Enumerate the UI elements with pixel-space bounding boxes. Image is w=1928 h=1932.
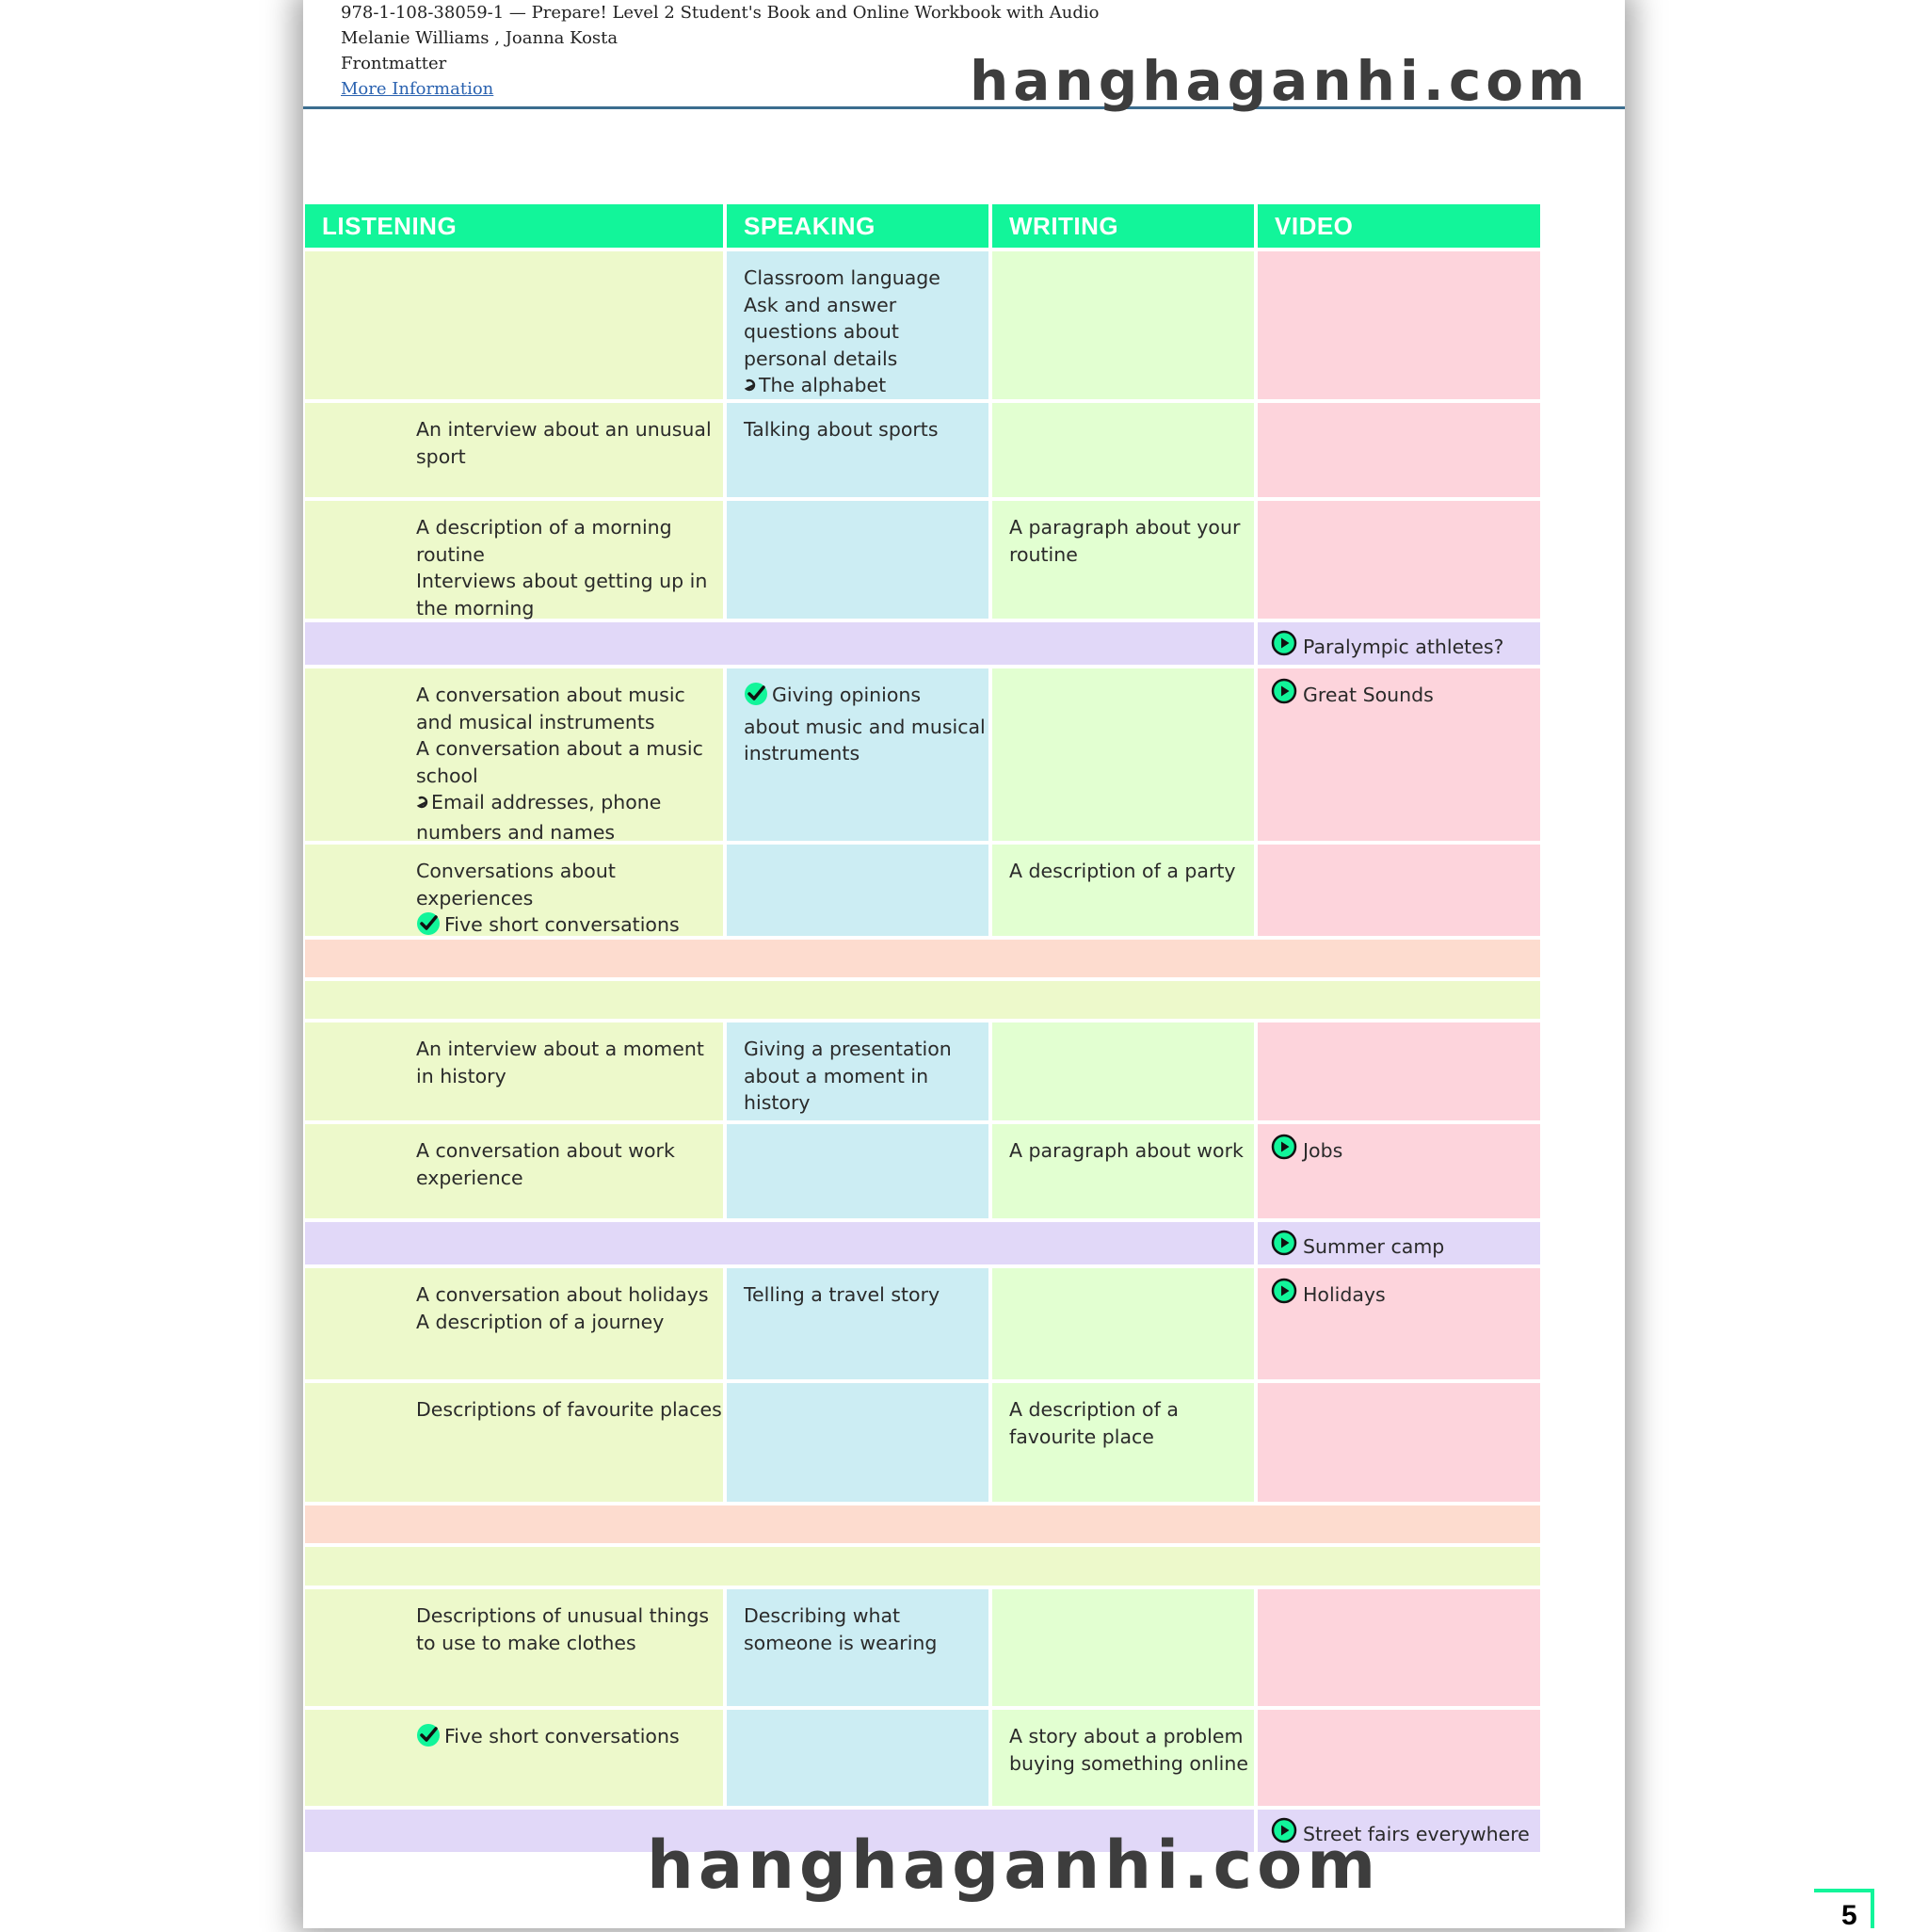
listening-line — [416, 541, 715, 569]
listening-line — [416, 858, 715, 885]
speaking-line — [744, 416, 981, 443]
listening-line — [416, 682, 715, 709]
writing-cell — [992, 1383, 1254, 1502]
video-title: Street fairs everywhere — [1303, 1822, 1530, 1845]
writing-cell — [992, 1710, 1254, 1806]
speaking-cell — [727, 1022, 988, 1120]
listening-line — [416, 595, 715, 622]
speaking-text: instruments — [744, 742, 860, 765]
video-item[interactable] — [1271, 1230, 1533, 1264]
listening-line — [416, 819, 715, 846]
video-cell — [1258, 1710, 1540, 1806]
writing-cell — [992, 1022, 1254, 1120]
speaking-cell — [727, 668, 988, 841]
video-cell — [1258, 251, 1540, 399]
speaking-line — [744, 1063, 981, 1090]
speaking-cell — [727, 1383, 988, 1502]
speaking-cell — [727, 845, 988, 936]
column-header-listening: LISTENING — [305, 204, 723, 248]
speaking-text: history — [744, 1091, 811, 1114]
speaking-text: Ask and answer — [744, 293, 897, 316]
video-cell — [1258, 668, 1540, 841]
video-cell — [1258, 1124, 1540, 1218]
video-band-row — [305, 1222, 1254, 1264]
speaking-cell — [727, 251, 988, 399]
speaking-line — [744, 1602, 981, 1630]
speaking-line — [744, 740, 981, 767]
isbn-title-line: 978-1-108-38059-1 — Prepare! Level 2 Student's Book and Online Workbook with Audio — [341, 3, 1100, 23]
listening-line — [416, 443, 715, 471]
listening-text: A description of a morning — [416, 516, 672, 539]
writing-cell — [992, 845, 1254, 936]
writing-text: favourite place — [1009, 1425, 1154, 1448]
listening-line — [416, 568, 715, 595]
speaking-cell — [727, 1589, 988, 1706]
column-header-speaking: SPEAKING — [727, 204, 988, 248]
listening-line — [416, 1036, 715, 1063]
play-circle-icon[interactable] — [1271, 1278, 1303, 1312]
speaking-text: Telling a travel story — [744, 1283, 940, 1306]
listening-line — [416, 1063, 715, 1090]
video-cell — [1258, 403, 1540, 497]
listening-text: the morning — [416, 596, 535, 620]
listening-cell — [305, 1022, 723, 1120]
listening-cell — [305, 668, 723, 844]
video-cell — [1258, 1589, 1540, 1706]
speaking-text: Classroom language — [744, 266, 940, 289]
unit-band-peach — [305, 940, 1540, 977]
listening-text: and musical instruments — [416, 710, 655, 733]
listening-line — [416, 1165, 715, 1192]
listening-text: Interviews about getting up in — [416, 570, 708, 592]
listening-line — [416, 911, 715, 943]
listening-cell — [305, 1710, 723, 1806]
speaking-line — [744, 1630, 981, 1657]
listening-line — [416, 1396, 722, 1424]
writing-cell — [992, 1268, 1254, 1379]
writing-cell — [992, 251, 1254, 399]
listening-text: experience — [416, 1166, 523, 1189]
column-header-video: VIDEO — [1258, 204, 1540, 248]
writing-line — [1009, 541, 1246, 569]
writing-text: A description of a — [1009, 1398, 1179, 1421]
more-information-link[interactable]: More Information — [341, 79, 494, 99]
speaking-text: Describing what — [744, 1604, 901, 1627]
video-title: Jobs — [1303, 1138, 1343, 1162]
column-header-writing: WRITING — [992, 204, 1254, 248]
video-cell — [1258, 1383, 1540, 1502]
listening-line — [416, 514, 715, 541]
listening-cell — [305, 501, 723, 619]
unit-band-peach — [305, 1505, 1540, 1543]
listening-text: Five short conversations — [444, 913, 680, 936]
writing-cell — [992, 1124, 1254, 1218]
speaking-line — [744, 265, 981, 292]
watermark-top: hanghaganhi.com — [970, 49, 1590, 113]
play-circle-icon[interactable] — [1271, 678, 1303, 712]
video-cell — [1258, 622, 1540, 665]
video-title: Great Sounds — [1303, 683, 1434, 706]
video-title: Holidays — [1303, 1282, 1386, 1306]
speaking-cell — [727, 403, 988, 497]
listening-line — [416, 763, 715, 790]
speaking-text: The alphabet — [759, 374, 887, 396]
listening-cell — [305, 403, 723, 497]
video-title: Summer camp — [1303, 1234, 1445, 1258]
writing-line — [1009, 1723, 1246, 1750]
watermark-bottom: hanghaganhi.com — [647, 1827, 1381, 1904]
speaking-line — [744, 714, 986, 741]
listening-text: sport — [416, 444, 466, 468]
page-number: 5 — [1841, 1900, 1857, 1931]
listening-text: to use to make clothes — [416, 1631, 636, 1654]
listening-line — [416, 789, 715, 819]
writing-text: buying something online — [1009, 1751, 1248, 1775]
play-circle-icon[interactable] — [1271, 1134, 1303, 1167]
listening-cell — [305, 845, 723, 936]
speaking-cell — [727, 1268, 988, 1379]
book-page — [303, 0, 1857, 1931]
authors-line: Melanie Williams , Joanna Kosta — [341, 28, 619, 48]
unit-band-green — [305, 1547, 1540, 1586]
video-cell — [1258, 1268, 1540, 1379]
video-cell — [1258, 501, 1540, 619]
speaking-line — [744, 318, 981, 346]
listening-text: school — [416, 764, 478, 787]
speaking-line — [744, 372, 981, 402]
speaking-text: personal details — [744, 346, 898, 370]
section-line: Frontmatter — [341, 54, 447, 73]
listening-cell — [305, 1589, 723, 1706]
writing-line — [1009, 1424, 1246, 1451]
speaking-text: about a moment in — [744, 1064, 929, 1087]
pronunciation-schwa-icon — [744, 375, 757, 402]
listening-line — [416, 885, 715, 912]
check-circle-icon — [744, 682, 768, 714]
speaking-line — [744, 346, 981, 373]
writing-line — [1009, 1750, 1246, 1778]
speaking-line — [744, 1036, 981, 1063]
listening-text: A description of a journey — [416, 1310, 665, 1333]
listening-cell — [305, 1383, 723, 1502]
writing-cell — [992, 501, 1254, 619]
check-circle-icon — [416, 911, 441, 943]
play-circle-icon[interactable] — [1271, 1230, 1303, 1264]
speaking-line — [744, 292, 981, 319]
writing-text: routine — [1009, 542, 1078, 566]
writing-line — [1009, 1396, 1246, 1424]
writing-cell — [992, 1589, 1254, 1706]
speaking-cell — [727, 501, 988, 619]
speaking-text: questions about — [744, 320, 899, 343]
listening-line — [416, 1630, 715, 1657]
video-cell — [1258, 1222, 1540, 1264]
speaking-text: someone is wearing — [744, 1631, 938, 1654]
speaking-text: Talking about sports — [744, 418, 939, 441]
listening-text: Descriptions of unusual things — [416, 1604, 710, 1627]
speaking-line — [744, 1281, 981, 1309]
listening-text: numbers and names — [416, 820, 616, 844]
listening-text: An interview about a moment — [416, 1038, 704, 1060]
listening-text: experiences — [416, 886, 534, 910]
video-band-row — [305, 622, 1254, 665]
speaking-cell — [727, 1124, 988, 1218]
listening-text: A conversation about a music — [416, 737, 703, 760]
pronunciation-schwa-icon — [416, 792, 429, 819]
listening-line — [416, 1137, 715, 1165]
speaking-line — [744, 682, 981, 714]
speaking-text: Giving a presentation — [744, 1038, 952, 1060]
listening-line — [416, 1281, 715, 1309]
listening-line — [416, 735, 715, 763]
listening-text: in history — [416, 1064, 506, 1087]
speaking-line — [744, 1089, 981, 1117]
video-cell — [1258, 1022, 1540, 1120]
writing-cell — [992, 668, 1254, 841]
listening-line — [416, 709, 715, 736]
listening-text: Five short conversations — [444, 1725, 680, 1747]
listening-line — [416, 1602, 715, 1630]
listening-text: Conversations about — [416, 860, 616, 882]
speaking-text: Giving opinions — [772, 684, 922, 706]
video-item[interactable] — [1271, 630, 1533, 664]
listening-line — [416, 416, 715, 443]
video-item[interactable] — [1271, 678, 1533, 712]
listening-text: Descriptions of favourite places — [416, 1398, 722, 1421]
video-item[interactable] — [1271, 1134, 1533, 1167]
speaking-cell — [727, 1710, 988, 1806]
writing-text: A description of a party — [1009, 860, 1236, 882]
listening-text: An interview about an unusual — [416, 418, 712, 441]
listening-line — [416, 1723, 715, 1755]
video-item[interactable] — [1271, 1278, 1533, 1312]
listening-cell — [305, 1124, 723, 1218]
video-cell — [1258, 845, 1540, 936]
listening-cell — [305, 251, 723, 399]
listening-text: A conversation about holidays — [416, 1283, 709, 1306]
writing-text: A paragraph about your — [1009, 516, 1241, 539]
unit-band-green — [305, 981, 1540, 1019]
listening-text: Email addresses, phone — [431, 791, 662, 813]
writing-line — [1009, 1137, 1246, 1165]
listening-line — [416, 1309, 715, 1336]
writing-cell — [992, 403, 1254, 497]
listening-text: A conversation about music — [416, 684, 685, 706]
play-circle-icon[interactable] — [1271, 630, 1303, 664]
writing-line — [1009, 514, 1246, 541]
writing-line — [1009, 858, 1246, 885]
video-title: Paralympic athletes? — [1303, 635, 1504, 658]
listening-text: A conversation about work — [416, 1139, 675, 1162]
listening-text: routine — [416, 542, 485, 566]
writing-text: A story about a problem — [1009, 1725, 1244, 1747]
listening-cell — [305, 1268, 723, 1379]
speaking-text: about music and musical — [744, 715, 986, 738]
check-circle-icon — [416, 1723, 441, 1755]
writing-text: A paragraph about work — [1009, 1139, 1244, 1162]
